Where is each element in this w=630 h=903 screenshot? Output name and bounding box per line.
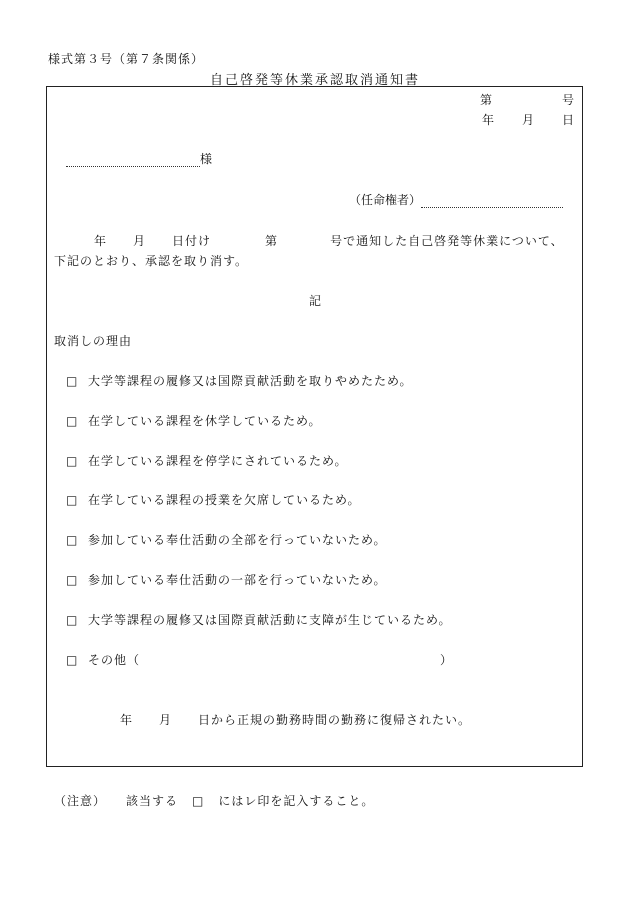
return-text: 日から正規の勤務時間の勤務に復帰されたい。 xyxy=(198,713,472,727)
reason-item[interactable] xyxy=(66,372,413,389)
reason-text: 大学等課程の履修又は国際貢献活動を取りやめたため。 xyxy=(88,374,413,388)
checkbox[interactable]: □ xyxy=(66,613,79,627)
date-year: 年 xyxy=(481,113,494,127)
note-text-after: にはレ印を記入すること。 xyxy=(218,794,375,808)
checkbox[interactable]: □ xyxy=(66,493,79,507)
addressee xyxy=(66,150,212,167)
issue-date-row xyxy=(482,111,574,128)
body-number-suffix: 号で通知した自己啓発等休業について、 xyxy=(330,234,564,248)
reason-item[interactable] xyxy=(66,491,361,508)
reason-text: 在学している課程の授業を欠席しているため。 xyxy=(88,493,361,507)
reason-item[interactable] xyxy=(66,452,348,469)
checkbox[interactable]: □ xyxy=(66,454,79,468)
reason-text: 参加している奉仕活動の全部を行っていないため。 xyxy=(88,533,387,547)
reason-text: 参加している奉仕活動の一部を行っていないため。 xyxy=(88,573,387,587)
reason-text: 在学している課程を停学にされているため。 xyxy=(88,454,348,468)
note-label: （注意） xyxy=(54,794,107,808)
appointer-name-field[interactable] xyxy=(421,193,563,208)
checkbox[interactable]: □ xyxy=(66,533,79,547)
body-line-1 xyxy=(94,232,564,249)
return-month: 月 xyxy=(159,713,173,727)
checkbox[interactable]: □ xyxy=(66,653,79,667)
ki-heading: 記 xyxy=(308,294,321,308)
date-day: 日 xyxy=(561,113,574,127)
document-title: 自己啓発等休業承認取消通知書 xyxy=(209,73,420,88)
checkbox[interactable]: □ xyxy=(66,374,79,388)
reason-text: 大学等課程の履修又は国際貢献活動に支障が生じているため。 xyxy=(88,613,452,627)
date-month: 月 xyxy=(521,113,534,127)
appointer-label: （任命権者） xyxy=(349,193,422,207)
return-year: 年 xyxy=(120,713,134,727)
appointer xyxy=(349,191,563,208)
reason-item[interactable] xyxy=(66,531,387,548)
body-year: 年 xyxy=(94,234,108,248)
reason-item[interactable] xyxy=(66,412,322,429)
doc-number-suffix: 号 xyxy=(561,93,574,107)
return-to-duty-line xyxy=(120,711,471,728)
note xyxy=(54,792,374,809)
doc-number-prefix: 第 xyxy=(479,93,492,107)
document-number-row xyxy=(480,91,574,108)
other-close: ） xyxy=(440,653,454,667)
reason-item-other[interactable] xyxy=(66,651,453,668)
addressee-honorific: 様 xyxy=(200,152,213,166)
note-box: □ xyxy=(192,794,205,808)
note-text-before: 該当する xyxy=(126,794,179,808)
body-month: 月 xyxy=(133,234,147,248)
form-number: 様式第３号（第７条関係） xyxy=(48,52,205,66)
reason-item[interactable] xyxy=(66,571,387,588)
body-number-prefix: 第 xyxy=(265,234,279,248)
checkbox[interactable]: □ xyxy=(66,414,79,428)
body-dated: 日付け xyxy=(172,234,212,248)
checkbox[interactable]: □ xyxy=(66,573,79,587)
addressee-name-field[interactable] xyxy=(66,152,200,167)
other-label: その他（ xyxy=(88,653,141,667)
reason-heading: 取消しの理由 xyxy=(54,334,133,348)
reason-text: 在学している課程を休学しているため。 xyxy=(88,414,322,428)
body-line-2: 下記のとおり、承認を取り消す。 xyxy=(54,254,249,268)
reason-item[interactable] xyxy=(66,611,452,628)
